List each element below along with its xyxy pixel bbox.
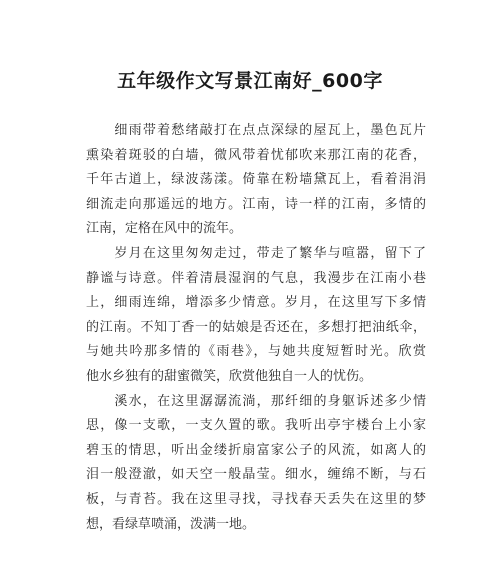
text-line: 静谧与诗意。伴着清晨湿润的气息，我漫步在江南小巷 [86,270,426,286]
text-line: 泪一般澄澈，如天空一般晶莹。细水，缠绵不断，与石 [86,467,426,483]
text-line: 碧玉的情思，听出金缕折扇富家公子的风流，如离人的 [86,442,426,458]
text-line: 与她共吟那多情的《雨巷》，与她共度短暂时光。欣赏 [86,344,426,360]
paragraph-3 [86,390,426,538]
text-line: 千年古道上，绿波荡漾。倚靠在粉墙黛瓦上，看着涓涓 [86,172,426,188]
text-line: 想，看绿草喷涌，泼满一地。 [86,516,256,532]
text-line: 的江南。不知丁香一的姑娘是否还在，多想打把油纸伞， [86,319,426,335]
text-line: 板，与青苔。我在这里寻找，寻找春天丢失在这里的梦 [86,491,426,507]
text-line: 上，细雨连绵，增添多少情意。岁月，在这里写下多情 [86,295,426,311]
text-line: 细雨带着愁绪敲打在点点深绿的屋瓦上，墨色瓦片 [86,123,426,138]
article-body [86,119,426,537]
text-line: 熏染着斑驳的白墙，微风带着忧郁吹来那江南的花香， [86,147,426,163]
text-line: 江南，定格在风中的流年。 [86,221,243,237]
text-line: 岁月在这里匆匆走过，带走了繁华与喧嚣，留下了 [86,245,426,261]
article-title: 五年级作文写景江南好_600字 [117,70,383,92]
paragraph-2 [86,242,426,390]
text-line: 细流走向那遥远的地方。江南，诗一样的江南，多情的 [86,196,426,212]
paragraph-1 [86,119,426,242]
text-line: 思，像一支歌，一支久置的歌。我听出亭宇楼台上小家 [86,418,426,434]
text-line: 他水乡独有的甜蜜微笑，欣赏他独自一人的忧伤。 [86,368,373,384]
text-line: 溪水，在这里潺潺流淌，那纤细的身躯诉述多少情 [86,393,426,409]
